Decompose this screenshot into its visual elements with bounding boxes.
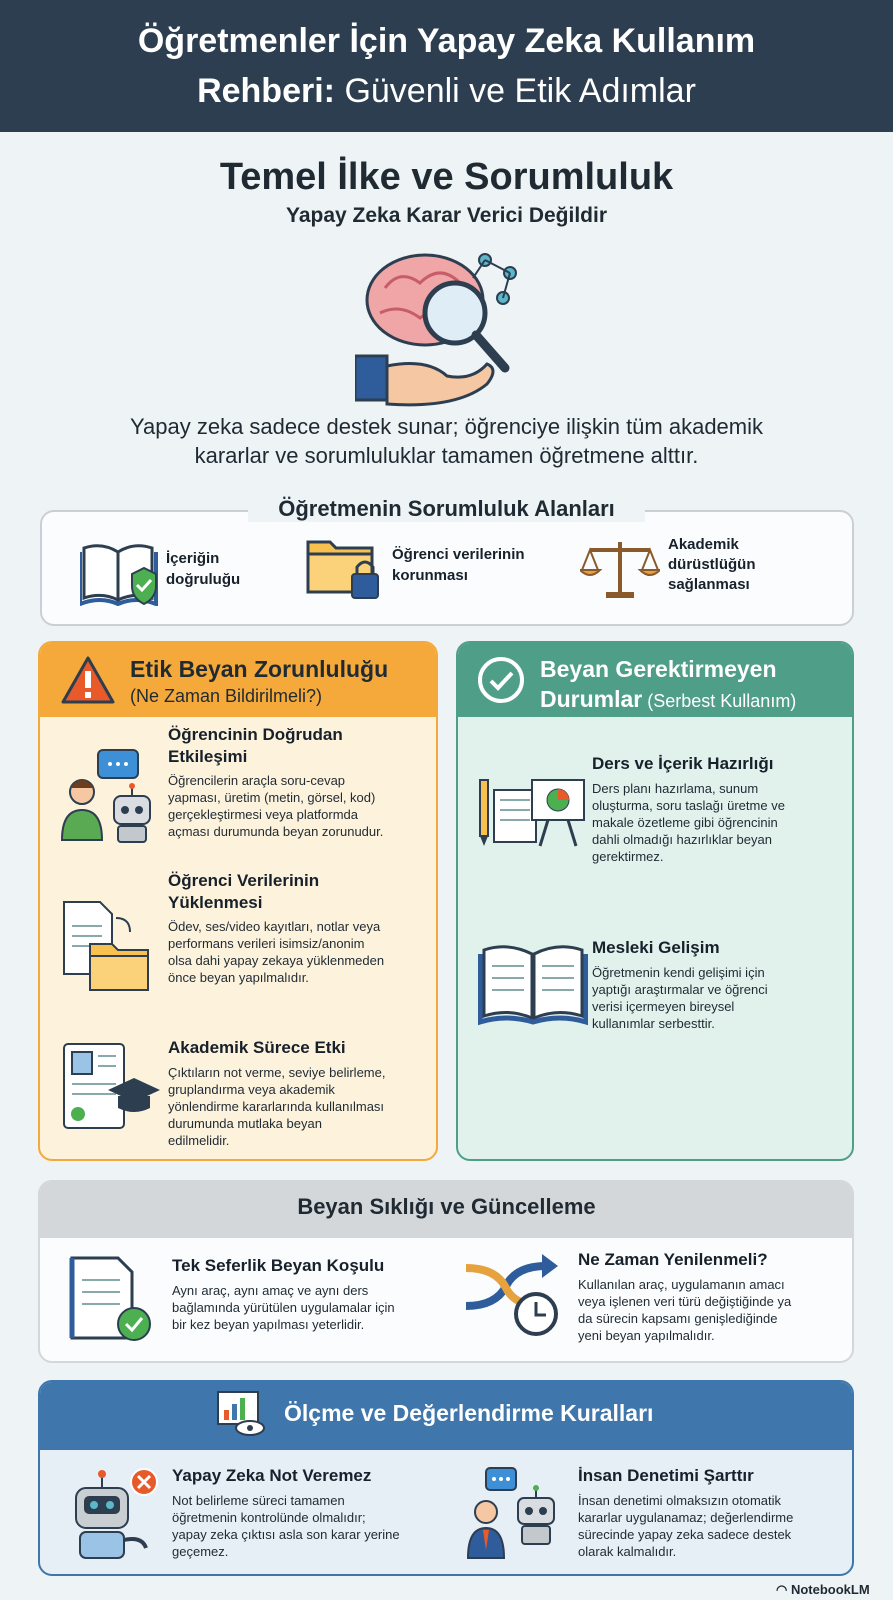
folder-lock-icon: [306, 532, 384, 602]
chart-eye-icon: [216, 1390, 266, 1436]
document-folder-icon: [60, 898, 156, 994]
resp-item-accuracy: [166, 548, 240, 590]
ethics-item-upload-line: olsa dahi yapay zekaya yüklenmeden: [168, 953, 385, 968]
scales-icon: [580, 536, 660, 602]
assessment-item-no-grade-line: Not belirleme süreci tamamen: [172, 1493, 345, 1508]
warning-icon: [60, 655, 116, 705]
frequency-item-once-line: Aynı araç, aynı amaç ve aynı ders: [172, 1283, 369, 1298]
ethics-item-academic-line: Çıktıların not verme, seviye belirleme,: [168, 1065, 386, 1080]
presentation-board-icon: [478, 776, 588, 852]
assessment-item-no-grade-text: [172, 1492, 452, 1560]
footer-brand-text: NotebookLM: [790, 1582, 870, 1597]
ethics-item-interaction-title: [168, 724, 343, 768]
assessment-item-no-grade-line: geçemez.: [172, 1544, 229, 1559]
ethics-item-interaction-line: yapması, üretim (metin, görsel, kod): [168, 790, 376, 805]
assessment-item-oversight-line: İnsan denetimi olmaksızın otomatik: [578, 1493, 782, 1508]
assessment-item-oversight-line: olarak kalmalıdır.: [578, 1544, 677, 1559]
assessment-item-oversight-line: sürecinde yapay zeka sadece destek: [578, 1527, 792, 1542]
document-check-icon: [68, 1254, 154, 1344]
ethics-item-interaction-line: Öğrencilerin araçla soru-cevap: [168, 773, 346, 788]
open-book-icon: [478, 940, 588, 1026]
free-item-preparation-line: oluşturma, soru taslağı üretme ve: [592, 798, 785, 813]
frequency-title: Beyan Sıklığı ve Güncelleme: [297, 1194, 596, 1219]
ethics-item-interaction-title1: Öğrencinin Doğrudan: [168, 725, 343, 744]
resp-item-data-line2: korunması: [392, 567, 468, 584]
free-item-development-title: Mesleki Gelişim: [592, 938, 720, 957]
page-title-rest: Güvenli ve Etik Adımlar: [335, 72, 696, 110]
resp-item-data-protection: [392, 544, 525, 586]
shuffle-clock-icon: [464, 1254, 564, 1340]
ethics-item-interaction-line: gerçekleştirmesi veya platformda: [168, 807, 359, 822]
free-item-development-text: [592, 964, 847, 1032]
resp-item-accuracy-line1: İçeriğin: [166, 550, 220, 567]
human-robot-oversight-icon: [466, 1466, 562, 1562]
free-use-title-line2: [540, 686, 796, 713]
brain-magnifier-icon: [355, 238, 535, 408]
ethics-item-academic-title: Akademik Sürece Etki: [168, 1038, 346, 1057]
notebooklm-logo-icon: ◠: [776, 1582, 791, 1597]
frequency-item-renew-line: Kullanılan araç, uygulamanın amacı: [578, 1277, 785, 1292]
frequency-item-once-line: bağlamında yürütülen uygulamalar için: [172, 1300, 395, 1315]
check-circle-icon: [476, 655, 526, 705]
resp-item-data-line1: Öğrenci verilerinin: [392, 546, 525, 563]
page-header: [0, 0, 893, 132]
free-item-development-line: Öğretmenin kendi gelişimi için: [592, 965, 765, 980]
principle-statement-line1: Yapay zeka sadece destek sunar; öğrenciye ilişkin tüm akademik: [129, 414, 764, 439]
ethics-item-academic-text: [168, 1064, 433, 1149]
resp-item-accuracy-line2: doğruluğu: [166, 571, 241, 588]
frequency-item-renew-line: veya işlenen veri türü değiştiğinde ya: [578, 1294, 792, 1309]
assessment-title: Ölçme ve Değerlendirme Kuralları: [284, 1400, 654, 1426]
ethics-item-academic-line: edilmelidir.: [168, 1133, 230, 1148]
assessment-item-no-grade-line: yapay zeka çıktısı asla son karar yerine: [172, 1527, 400, 1542]
frequency-item-renew-line: da sürecin kapsamı genişlediğinde: [578, 1311, 778, 1326]
assessment-item-no-grade-line: öğretmenin kontrolünde olmalıdır;: [172, 1510, 366, 1525]
ethics-item-upload-text: [168, 918, 433, 986]
frequency-item-once-line: bir kez beyan yapılması yeterlidir.: [172, 1317, 365, 1332]
resp-item-integrity-line3: sağlanması: [668, 576, 750, 593]
responsibilities-title: Öğretmenin Sorumluluk Alanları: [248, 496, 645, 522]
assessment-item-oversight-line: kararlar uygulanamaz; değerlendirme: [578, 1510, 794, 1525]
free-item-preparation-line: dahli olmadığı hazırlıklar beyan: [592, 832, 772, 847]
page-title-line1: Öğretmenler İçin Yapay Zeka Kullanım: [137, 22, 756, 60]
free-item-development-line: yaptığı araştırmalar ve öğrenci: [592, 982, 768, 997]
ethics-item-academic-line: durumunda mutlaka beyan: [168, 1116, 322, 1131]
footer-brand: [776, 1582, 870, 1598]
ethics-subtitle: (Ne Zaman Bildirilmeli?): [130, 686, 323, 706]
free-use-title-bold: Durumlar: [540, 686, 643, 712]
ethics-item-academic-line: yönlendirme kararlarında kullanılması: [168, 1099, 385, 1114]
free-item-development-line: verisi içermeyen bireysel: [592, 999, 735, 1014]
principle-subtitle: Yapay Zeka Karar Verici Değildir: [285, 204, 607, 227]
ethics-item-academic-line: gruplandırma veya akademik: [168, 1082, 335, 1097]
ethics-item-upload-title: [168, 870, 319, 914]
free-use-panel: [456, 641, 854, 1161]
free-item-preparation-line: makale özetleme gibi öğrencinin: [592, 815, 778, 830]
ethics-title: Etik Beyan Zorunluluğu: [130, 656, 389, 682]
ethics-item-upload-line: önce beyan yapılmalıdır.: [168, 970, 309, 985]
ethics-item-upload-line: performans verileri isimsiz/anonim: [168, 936, 365, 951]
frequency-item-once-title: Tek Seferlik Beyan Koşulu: [172, 1256, 385, 1275]
free-item-preparation-line: Ders planı hazırlama, sunum: [592, 781, 759, 796]
student-robot-chat-icon: [58, 748, 158, 844]
book-shield-icon: [80, 540, 160, 606]
free-item-preparation-title: Ders ve İçerik Hazırlığı: [592, 754, 774, 773]
frequency-item-renew-title: Ne Zaman Yenilenmeli?: [578, 1250, 768, 1269]
free-item-preparation-line: gerektirmez.: [592, 849, 664, 864]
free-use-title-note: (Serbest Kullanım): [642, 691, 797, 711]
report-graduation-icon: [60, 1040, 160, 1132]
resp-item-integrity-line1: Akademik: [668, 536, 739, 553]
page-title-line2: [0, 72, 893, 111]
frequency-item-renew-text: [578, 1276, 843, 1344]
free-item-preparation-text: [592, 780, 847, 865]
page-title-bold: Rehberi:: [197, 72, 335, 110]
ethics-item-upload-title1: Öğrenci Verilerinin: [168, 871, 320, 890]
assessment-item-oversight-text: [578, 1492, 843, 1560]
ethics-item-interaction-text: [168, 772, 433, 840]
ethics-item-interaction-title2: Etkileşimi: [168, 747, 248, 766]
principle-title: Temel İlke ve Sorumluluk: [219, 156, 674, 198]
frequency-item-renew-line: yeni beyan yapılmalıdır.: [578, 1328, 715, 1343]
assessment-item-no-grade-title: Yapay Zeka Not Veremez: [172, 1466, 372, 1485]
principle-statement-line2: kararlar ve sorumluluklar tamamen öğretmene alttır.: [194, 443, 699, 468]
ethics-item-interaction-line: açması durumunda beyan zorunudur.: [168, 824, 384, 839]
frequency-item-once-text: [172, 1282, 452, 1333]
assessment-item-oversight-title: İnsan Denetimi Şarttır: [578, 1466, 754, 1485]
resp-item-integrity-line2: dürüstlüğün: [668, 556, 756, 573]
free-item-development-line: kullanımlar serbesttir.: [592, 1016, 715, 1031]
ethics-item-upload-line: Ödev, ses/video kayıtları, notlar veya: [168, 919, 381, 934]
ethics-item-upload-title2: Yüklenmesi: [168, 893, 263, 912]
robot-no-grade-icon: [62, 1466, 162, 1562]
resp-item-integrity: [668, 535, 755, 595]
free-use-title-line1: Beyan Gerektirmeyen: [540, 656, 777, 682]
